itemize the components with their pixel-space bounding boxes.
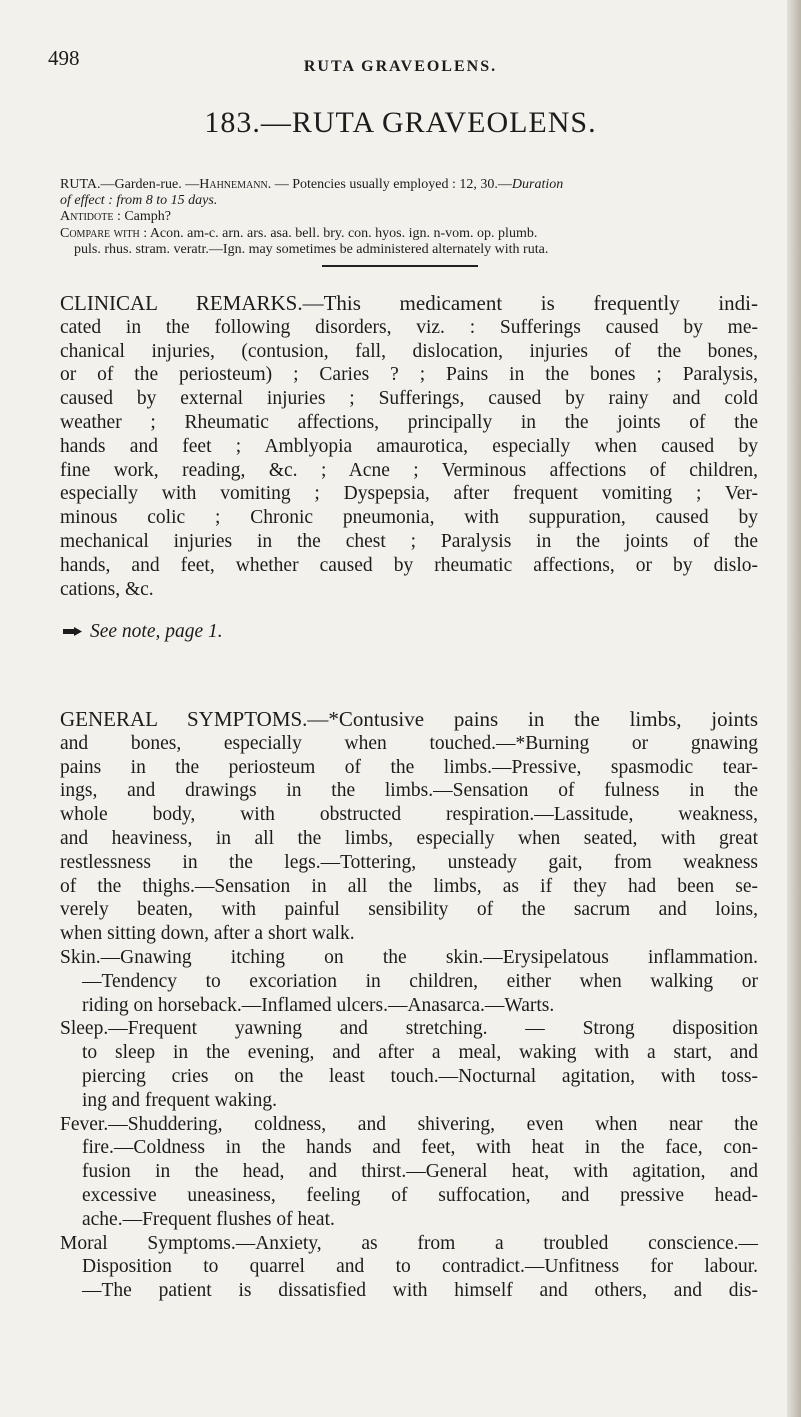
running-head: RUTA GRAVEOLENS. — [303, 58, 498, 75]
fever-line: fusion in the head, and thirst.—General heat, with agitation, and — [82, 1161, 758, 1183]
clinical-line: especially with vomiting ; Dyspepsia, after frequent vomiting ; Ver- — [60, 483, 758, 505]
moral-line: Moral Symptoms.—Anxiety, as from a troubled conscience.— — [60, 1232, 758, 1254]
meta-duration-label: Duration — [511, 177, 564, 192]
symptom-line: and bones, especially when touched.—*Burning or gnawing — [60, 732, 758, 754]
meta-potencies: . — Potencies usually employed : 12, 30.— — [267, 177, 512, 192]
symptom-line: ings, and drawings in the limbs.—Sensation of fulness in the — [60, 780, 758, 802]
antidote-label: Antidote — [60, 209, 114, 224]
compare-list: : Acon. am-c. arn. ars. asa. bell. bry. con. hyos. ign. n-vom. op. plumb. — [139, 226, 538, 241]
symptom-line: when sitting down, after a short walk. — [60, 923, 355, 945]
clinical-line: weather ; Rheumatic affections, principally in the joints of the — [60, 411, 758, 433]
pointing-hand-icon — [62, 625, 84, 638]
meta-remedy-name: RUTA.—Garden-rue. — — [60, 177, 200, 192]
meta-author: Hahnemann — [199, 177, 268, 192]
antidote-text: : Camph? — [113, 209, 171, 224]
sleep-line: ing and frequent waking. — [82, 1089, 277, 1111]
symptom-line: restlessness in the legs.—Tottering, unsteady gait, from weakness — [60, 851, 758, 873]
moral-line: Disposition to quarrel and to contradict.—Unfitness for labour. — [82, 1256, 758, 1278]
clinical-line: CLINICAL REMARKS.—This medicament is frequently indi- — [60, 291, 758, 315]
moral-line: —The patient is dissatisfied with himself and others, and dis- — [82, 1280, 758, 1302]
symptom-line: pains in the periosteum of the limbs.—Pressive, spasmodic tear- — [60, 756, 758, 778]
symptom-line: and heaviness, in all the limbs, especially when seated, with great — [60, 827, 758, 849]
clinical-line: or of the periosteum) ; Caries ? ; Pains in the bones ; Paralysis, — [60, 364, 758, 386]
symptom-line: GENERAL SYMPTOMS.—*Contusive pains in the limbs, joints — [60, 707, 758, 731]
section-divider — [322, 265, 478, 267]
general-symptoms — [60, 708, 758, 1303]
page-edge-shadow — [787, 0, 801, 1417]
clinical-line: minous colic ; Chronic pneumonia, with suppuration, caused by — [60, 507, 758, 529]
clinical-line: hands, and feet, whether caused by rheumatic affections, or by dislo- — [60, 554, 758, 576]
compare-label: Compare with — [60, 226, 140, 241]
clinical-line: caused by external injuries ; Sufferings, caused by rainy and cold — [60, 388, 758, 410]
clinical-line: fine work, reading, &c. ; Acne ; Verminous affections of children, — [60, 459, 758, 481]
skin-line: Skin.—Gnawing itching on the skin.—Erysipelatous inflammation. — [60, 946, 758, 968]
see-note-text: See note, page 1. — [90, 621, 223, 642]
fever-line: excessive uneasiness, feeling of suffocation, and pressive head- — [82, 1184, 758, 1206]
clinical-line: mechanical injuries in the chest ; Paralysis in the joints of the — [60, 530, 758, 552]
meta-duration-text: of effect : from 8 to 15 days. — [60, 193, 218, 208]
sleep-line: to sleep in the evening, and after a meal, waking with a start, and — [82, 1042, 758, 1064]
clinical-remarks — [60, 292, 758, 601]
clinical-line: cated in the following disorders, viz. : Sufferings caused by me- — [60, 316, 758, 338]
clinical-line: cations, &c. — [60, 578, 154, 600]
meta-potencies-line — [60, 177, 750, 193]
fever-line: fire.—Coldness in the hands and feet, with heat in the face, con- — [82, 1137, 758, 1159]
skin-line: riding on horseback.—Inflamed ulcers.—Anasarca.—Warts. — [82, 994, 555, 1016]
meta-compare-line-2: puls. rhus. stram. veratr.—Ign. may sometimes be administered alternately with ruta. — [74, 242, 549, 257]
chapter-title: 183.—RUTA GRAVEOLENS. — [204, 106, 597, 139]
see-note — [62, 620, 760, 644]
skin-line: —Tendency to excoriation in children, either when walking or — [82, 970, 758, 992]
sleep-line: Sleep.—Frequent yawning and stretching. — Strong disposition — [60, 1018, 758, 1040]
fever-line: Fever.—Shuddering, coldness, and shivering, even when near the — [60, 1113, 758, 1135]
meta-antidote-line — [60, 209, 750, 225]
sleep-line: piercing cries on the least touch.—Nocturnal agitation, with toss- — [82, 1065, 758, 1087]
symptom-line: whole body, with obstructed respiration.—Lassitude, weakness, — [60, 804, 758, 826]
symptom-line: verely beaten, with painful sensibility of the sacrum and loins, — [60, 899, 758, 921]
clinical-line: chanical injuries, (contusion, fall, dislocation, injuries of the bones, — [60, 340, 758, 362]
clinical-line: hands and feet ; Amblyopia amaurotica, especially when caused by — [60, 435, 758, 457]
meta-duration-line — [60, 193, 750, 209]
meta-compare-line — [60, 226, 750, 242]
fever-line: ache.—Frequent flushes of heat. — [82, 1208, 335, 1230]
page-number: 498 — [48, 46, 80, 70]
symptom-line: of the thighs.—Sensation in all the limbs, as if they had been se- — [60, 875, 758, 897]
